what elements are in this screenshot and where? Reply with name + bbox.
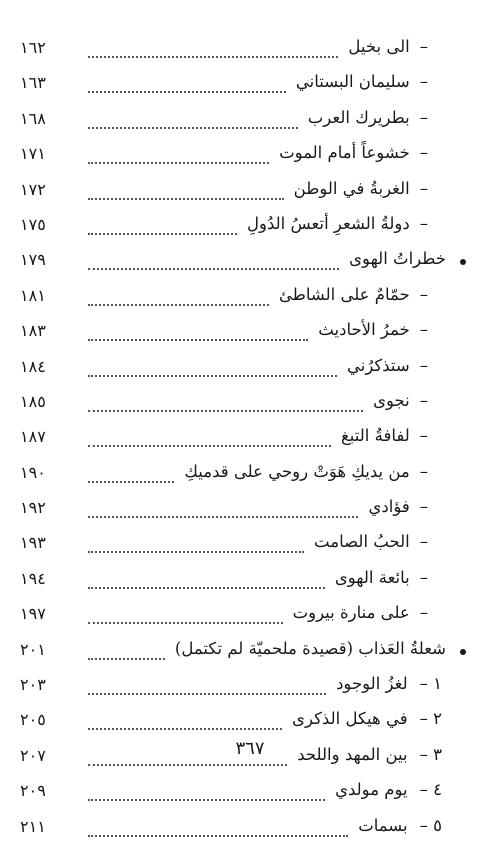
toc-entry-text — [362, 497, 428, 516]
entry-title: نجوى — [373, 390, 410, 410]
leader-dots — [88, 91, 286, 93]
toc-entry — [0, 529, 500, 564]
entry-title: فؤادي — [368, 497, 410, 517]
toc-entry — [0, 423, 500, 458]
entry-prefix: – — [419, 284, 428, 304]
toc-entry — [0, 140, 500, 175]
leader-dots — [88, 375, 337, 377]
entry-prefix: – — [419, 603, 428, 623]
toc-page-number: ١٧٢ — [20, 179, 46, 199]
entry-prefix: – — [419, 355, 428, 375]
entry-prefix: – — [419, 107, 428, 127]
toc-page-number: ١٨١ — [20, 285, 46, 305]
toc-entry-text — [302, 108, 428, 127]
entry-prefix: ٢ – — [419, 709, 442, 729]
entry-prefix: ٤ – — [419, 780, 442, 800]
leader-dots — [88, 481, 174, 483]
entry-prefix: – — [419, 461, 428, 481]
toc-page-number: ٢٠٥ — [20, 710, 46, 730]
toc-entry — [0, 282, 500, 317]
toc-entry-text — [341, 356, 428, 375]
leader-dots — [88, 622, 283, 624]
entry-prefix: – — [419, 390, 428, 410]
leader-dots — [88, 551, 304, 553]
leader-dots — [88, 658, 165, 660]
toc-entry-text — [286, 709, 442, 728]
toc-entry-text — [169, 639, 446, 658]
toc-page-number: ١٨٥ — [20, 391, 46, 411]
toc-page-number: ١٨٤ — [20, 356, 46, 376]
leader-dots — [88, 268, 339, 270]
leader-dots — [88, 693, 326, 695]
toc-entry-text — [273, 285, 428, 304]
toc-entry — [0, 813, 500, 848]
leader-dots — [88, 410, 363, 412]
entry-prefix: – — [419, 426, 428, 446]
leader-dots — [88, 127, 298, 129]
toc-page-number: ١٩٧ — [20, 604, 46, 624]
leader-dots — [88, 198, 284, 200]
leader-dots — [88, 516, 358, 518]
toc-entry-text — [290, 72, 428, 91]
leader-dots — [88, 162, 269, 164]
toc-entry — [0, 777, 500, 812]
toc-entry — [0, 34, 500, 69]
entry-title: لغزُ الوجود — [336, 674, 408, 694]
page-number: ٣٦٧ — [235, 738, 265, 759]
toc-entry — [0, 600, 500, 635]
toc-page-number: ١٨٧ — [20, 427, 46, 447]
toc-entry — [0, 388, 500, 423]
entry-prefix: – — [419, 320, 428, 340]
toc-entry-text — [329, 780, 442, 799]
toc-entry-text — [329, 568, 428, 587]
toc-entry-text — [312, 320, 428, 339]
toc-page-number: ٢٠٩ — [20, 781, 46, 801]
toc-page-number: ١٧٥ — [20, 214, 46, 234]
toc-entry-text — [308, 532, 428, 551]
toc-entry — [0, 459, 500, 494]
toc-entry-text — [287, 603, 428, 622]
entry-title: بين المهد واللحد — [297, 744, 408, 764]
entry-prefix: – — [419, 213, 428, 233]
toc-page-number: ٢٠٣ — [20, 675, 46, 695]
toc-entry — [0, 353, 500, 388]
toc-entry-text — [241, 214, 428, 233]
entry-title: ستذكرُني — [346, 355, 410, 375]
leader-dots — [88, 304, 269, 306]
toc-entry-text — [367, 391, 428, 410]
entry-title: خشوعاً أمام الموت — [279, 143, 410, 163]
toc-page-number: ١٩٤ — [20, 568, 46, 588]
toc-entry-text — [288, 179, 428, 198]
toc-entry — [0, 105, 500, 140]
entry-title: سليمان البستاني — [295, 72, 410, 92]
entry-prefix: – — [419, 37, 428, 56]
entry-prefix: – — [419, 143, 428, 163]
toc-entry-text — [330, 674, 442, 693]
entry-prefix: – — [419, 72, 428, 92]
toc-entry — [0, 317, 500, 352]
entry-title: يوم مولدي — [335, 780, 408, 800]
entry-title: شعلةُ العَذاب (قصيدة ملحميّة لم تكتمل) — [174, 638, 446, 658]
toc-section-entry — [0, 246, 500, 281]
entry-title: الحبُ الصامت — [314, 532, 410, 552]
toc-page-number: ١٧١ — [20, 144, 46, 164]
leader-dots — [88, 233, 237, 235]
toc-page-number: ١٩٠ — [20, 462, 46, 482]
leader-dots — [88, 56, 338, 58]
entry-title: لفافةُ التبغ — [341, 426, 410, 446]
entry-title: بطريرك العرب — [307, 107, 410, 127]
toc-page-number: ١٩٢ — [20, 498, 46, 518]
leader-dots — [88, 339, 308, 341]
toc-page-number: ١٩٣ — [20, 533, 46, 553]
toc-entry-text — [273, 143, 428, 162]
toc-entry — [0, 69, 500, 104]
leader-dots — [88, 445, 331, 447]
entry-title: من يديكِ هَوَتْ روحي على قدميكِ — [184, 461, 410, 481]
leader-dots — [88, 728, 282, 730]
toc-section-entry — [0, 636, 500, 671]
table-of-contents — [0, 34, 500, 848]
toc-page-number: ١٦٨ — [20, 108, 46, 128]
entry-prefix: – — [419, 567, 428, 587]
section-bullet-icon — [460, 649, 466, 655]
entry-title: الغربةُ في الوطن — [293, 178, 410, 198]
entry-title: في هيكل الذكرى — [292, 709, 408, 729]
toc-entry-text — [178, 462, 428, 481]
entry-title: دولةُ الشعرِ أتعسُ الدُولِ — [247, 213, 410, 233]
leader-dots — [88, 764, 287, 766]
toc-entry — [0, 176, 500, 211]
toc-page-number: ١٧٩ — [20, 250, 46, 270]
leader-dots — [88, 799, 325, 801]
leader-dots — [88, 587, 325, 589]
toc-entry-text — [343, 249, 446, 268]
entry-prefix: ٥ – — [419, 815, 442, 835]
toc-entry — [0, 211, 500, 246]
entry-prefix: – — [419, 497, 428, 517]
toc-entry-text — [342, 37, 428, 56]
entry-title: خطراتُ الهوى — [349, 249, 446, 269]
entry-title: الى بخيل — [348, 37, 410, 56]
entry-prefix: – — [419, 178, 428, 198]
toc-page-number: ١٨٣ — [20, 321, 46, 341]
toc-entry — [0, 706, 500, 741]
entry-title: حمّامٌ على الشاطئ — [278, 284, 410, 304]
entry-prefix: ١ – — [419, 674, 442, 694]
toc-page-number: ٢٠٧ — [20, 745, 46, 765]
leader-dots — [88, 835, 348, 837]
toc-entry-text — [352, 816, 442, 835]
entry-prefix: – — [419, 532, 428, 552]
toc-page-number: ١٦٢ — [20, 38, 46, 57]
toc-page-number: ٢١١ — [20, 816, 46, 836]
toc-entry — [0, 494, 500, 529]
entry-prefix: ٣ – — [419, 744, 442, 764]
toc-entry-text — [335, 426, 428, 445]
entry-title: على منارة بيروت — [292, 603, 410, 623]
section-bullet-icon — [460, 259, 466, 265]
entry-title: خمرُ الأحاديث — [318, 320, 410, 340]
entry-title: بسمات — [358, 815, 408, 835]
toc-entry — [0, 565, 500, 600]
entry-title: بائعة الهوى — [334, 567, 410, 587]
toc-page-number: ٢٠١ — [20, 639, 46, 659]
toc-entry — [0, 671, 500, 706]
toc-page-number: ١٦٣ — [20, 73, 46, 93]
